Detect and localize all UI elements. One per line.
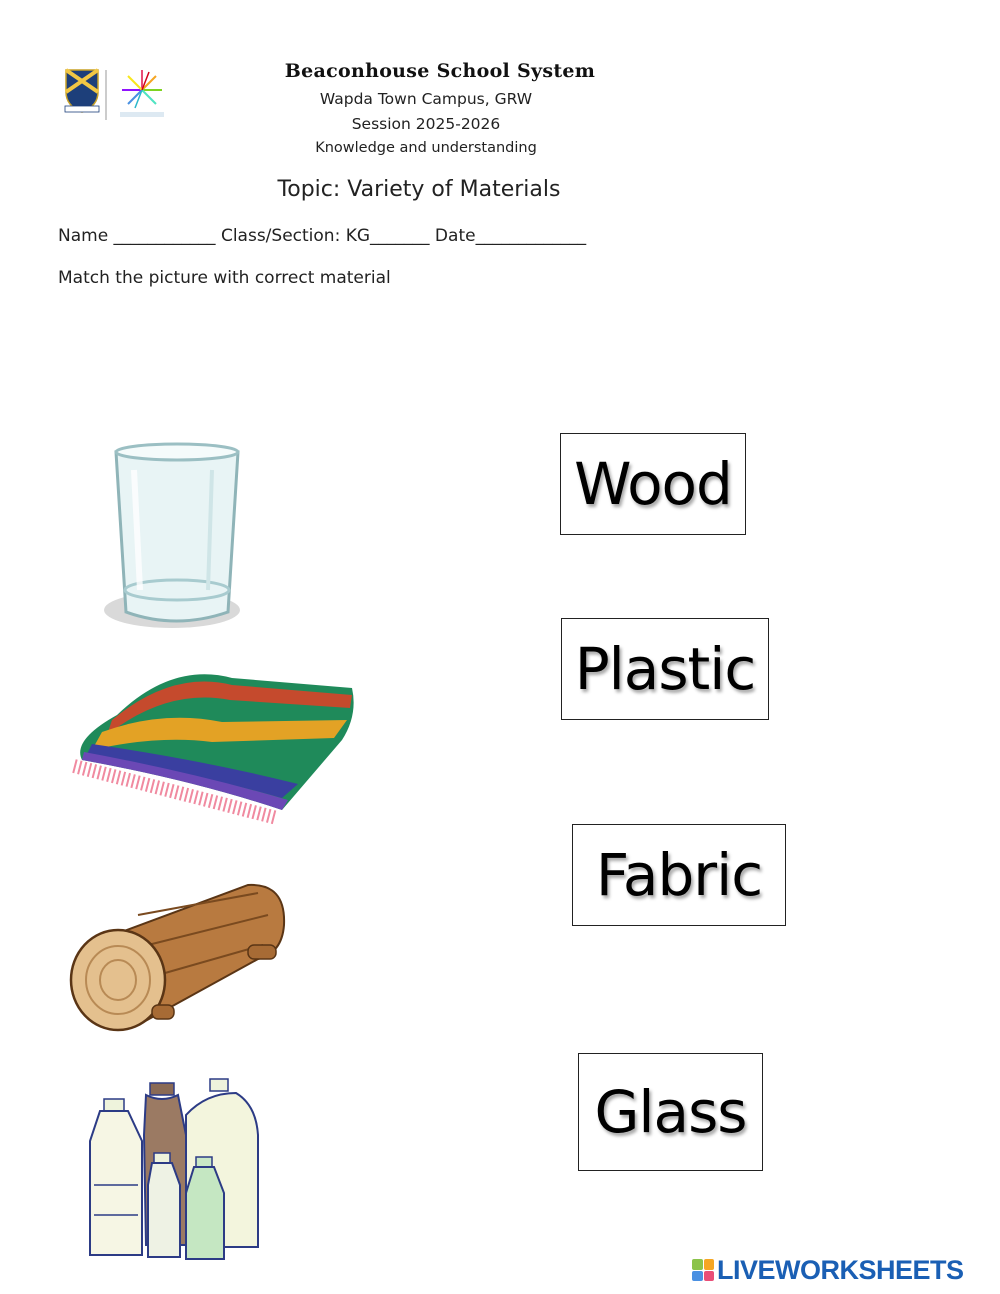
liveworksheets-logo-icon [692,1259,714,1281]
liveworksheets-brand[interactable] [692,1253,964,1287]
instruction-text: Match the picture with correct material [58,268,391,288]
glass-tumbler-picture[interactable] [100,440,250,635]
strand-label: Knowledge and understanding [315,140,537,156]
school-name: Beaconhouse School System [284,60,596,82]
word-box-wood[interactable] [560,433,746,535]
word-plastic: Plastic [574,635,756,703]
word-box-fabric[interactable] [572,824,786,926]
student-info-fields[interactable]: Name ____________ Class/Section: KG_______ Date_____________ [58,226,587,246]
blanket-icon [62,660,362,845]
bottles-icon [86,1075,266,1265]
word-box-glass[interactable] [578,1053,763,1171]
plastic-bottles-picture[interactable] [86,1075,266,1265]
session-label: Session 2025-2026 [351,115,501,133]
log-icon [68,875,293,1035]
word-glass: Glass [594,1078,747,1146]
wooden-log-picture[interactable] [68,875,293,1035]
word-box-plastic[interactable] [561,618,769,720]
folded-blanket-picture[interactable] [62,660,362,845]
glass-icon [100,440,250,635]
word-wood: Wood [574,450,732,518]
topic-title: Topic: Variety of Materials [277,177,561,202]
brand-name: LIVEWORKSHEETS [717,1254,964,1285]
campus-name: Wapda Town Campus, GRW [319,90,533,108]
word-fabric: Fabric [595,841,763,909]
